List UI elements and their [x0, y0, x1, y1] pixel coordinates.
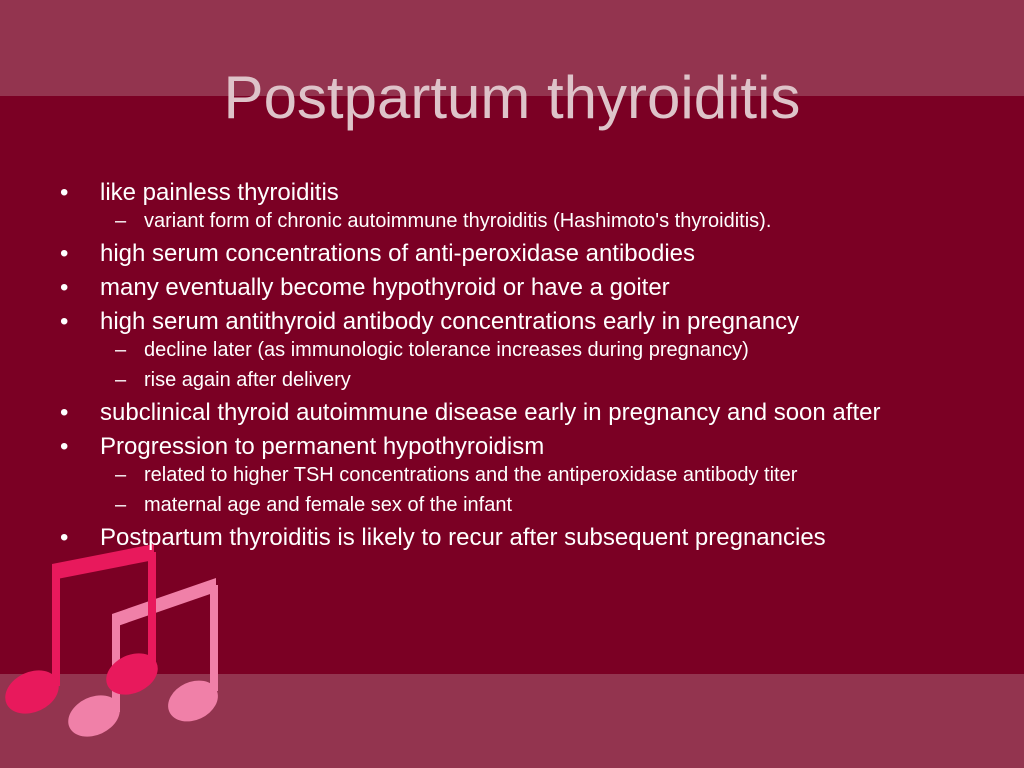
dark-note-icon [0, 544, 165, 722]
bullet-item [58, 309, 978, 391]
bullet-text: like painless thyroiditis [100, 179, 339, 206]
bullet-item [58, 180, 978, 232]
bullet-text: Progression to permanent hypothyroidism [100, 433, 545, 460]
bullet-item [58, 434, 978, 516]
sub-bullet-text: rise again after delivery [144, 369, 351, 391]
bullet-dot-icon: • [60, 240, 69, 267]
bullet-dot-icon: • [60, 308, 69, 335]
bullet-dot-icon: • [60, 524, 69, 551]
bullet-dot-icon: • [60, 433, 69, 460]
bullet-list [58, 180, 978, 559]
sub-bullet-item [100, 210, 978, 232]
sub-bullet-list [100, 464, 978, 516]
bullet-text: high serum concentrations of anti-peroxidase antibodies [100, 240, 696, 267]
sub-bullet-item [100, 339, 978, 361]
sub-bullet-item [100, 464, 978, 486]
sub-bullet-text: decline later (as immunologic tolerance increases during pregnancy) [144, 339, 749, 361]
bullet-dot-icon: • [60, 399, 69, 426]
bullet-item [58, 400, 978, 426]
sub-bullet-list [100, 339, 978, 391]
sub-bullet-text: variant form of chronic autoimmune thyroiditis (Hashimoto's thyroiditis). [144, 210, 772, 232]
slide-title: Postpartum thyroiditis [223, 64, 801, 131]
bullet-item [58, 241, 978, 267]
sub-bullet-list [100, 210, 978, 232]
sub-bullet-text: maternal age and female sex of the infant [144, 494, 513, 516]
bullet-text: subclinical thyroid autoimmune disease early in pregnancy and soon after [100, 399, 881, 426]
dash-icon: – [115, 210, 127, 232]
bullet-text: many eventually become hypothyroid or have a goiter [100, 274, 670, 301]
sub-bullet-text: related to higher TSH concentrations and the antiperoxidase antibody titer [144, 464, 798, 486]
bullet-item [58, 275, 978, 301]
bullet-dot-icon: • [60, 274, 69, 301]
dash-icon: – [115, 339, 127, 361]
dash-icon: – [115, 464, 127, 486]
sub-bullet-item [100, 369, 978, 391]
sub-bullet-item [100, 494, 978, 516]
bullet-dot-icon: • [60, 179, 69, 206]
bullet-item [58, 525, 978, 551]
bullet-text: high serum antithyroid antibody concentrations early in pregnancy [100, 308, 800, 335]
dash-icon: – [115, 494, 127, 516]
bullet-text: Postpartum thyroiditis is likely to recur after subsequent pregnancies [100, 524, 826, 551]
dash-icon: – [115, 369, 127, 391]
